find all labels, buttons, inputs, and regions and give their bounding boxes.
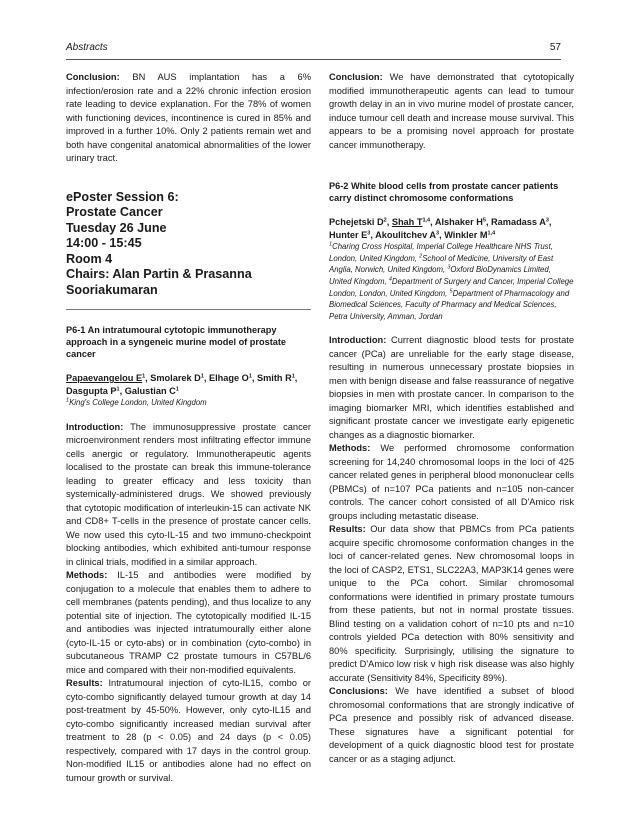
presenting-author: Papaevangelou E xyxy=(66,373,143,383)
results-paragraph xyxy=(329,523,574,685)
conclusion-text: BN AUS implantation has a 6% infection/erosion rate and a 22% chronic infection erosion rate leading to device explanation. For the 78% of women with functioning devices, incontinence is cured in 85% and improved in a further 10%. Only 2 patients remain wet and both have congenital anatomical abnormalities of the lower urinary tract. xyxy=(66,72,311,163)
author: , Winkler M xyxy=(439,229,488,240)
right-column xyxy=(329,71,574,766)
session-line: Prostate Cancer xyxy=(66,205,163,219)
introduction-paragraph xyxy=(66,421,311,570)
author-sup: 1 xyxy=(116,386,120,393)
affiliation-text: Oxford BioDynamics Limited, United Kingdom, xyxy=(329,265,551,286)
conclusion-paragraph xyxy=(329,71,574,152)
results-paragraph xyxy=(66,677,311,785)
session-line: ePoster Session 6: xyxy=(66,189,179,204)
affiliation-sup: 1 xyxy=(329,241,333,248)
abstract-title: P6-2 White blood cells from prostate cancer patients carry distinct chromosome conformations xyxy=(329,181,559,203)
author-sup: 3 xyxy=(436,230,440,237)
author: , Hunter E xyxy=(329,217,552,240)
conclusions-label: Conclusions: xyxy=(329,686,388,697)
author: , Elhage O xyxy=(203,373,249,383)
affiliation-sup: 3 xyxy=(447,264,451,271)
left-column xyxy=(66,71,311,785)
introduction-text: The immunosuppressive prostate cancer microenvironment renders most infiltrating effector immune cells anergic or regulatory. Immunotherapeutic agents localised to the prostate can break this immune-tolerance leading to greater efficacy and less toxicity than systemically-administered drugs. We showed previously that cytotopic modification of interleukin-15 can activate NK and CD8+ T-cells in the presence of prostate cancer cells. We now used this cyto-IL-15 and two immuno-checkpoint blocking antibodies, which exhibited anti-tumour response in clinical trials, modified in a similar approach. xyxy=(66,421,311,567)
author-sup: 1 xyxy=(142,373,146,380)
introduction-label: Introduction: xyxy=(66,421,124,432)
abstract-title: P6-1 An intratumoural cytotopic immunotherapy approach in a syngeneic murine model of prostate cancer xyxy=(66,325,287,359)
presenting-author: Shah T xyxy=(391,217,423,227)
methods-text: We performed chromosome conformation screening for 14,240 chromosomal loops in the loci of 425 cancer related genes in peripheral blood mononuclear cells (PBMCs) of n=107 PCa patients and n=105 non-cancer controls. The cancer cohort consisted of all D'Amico risk groups including metastatic disease. xyxy=(329,443,574,521)
methods-text: IL-15 and antibodies were modified by conjugation to a molecule that enables them to adhere to cell membranes (patents pending), and thus localize to any potential site of injection. The cytotopically modified IL-15 and antibodies was injected intratumourally either alone (cyto-IL-15 or cyto-abs) or in combination (cyto-combo) in subcutaneous TRAMP C2 prostate tumours in C57BL/6 mice and compared with their non-modified equivalents. xyxy=(66,570,311,675)
methods-label: Methods: xyxy=(66,570,108,581)
author-sup: 1 xyxy=(200,373,204,380)
author-sup: 1 xyxy=(248,373,252,380)
affiliation-sup: 2 xyxy=(419,253,423,260)
header-rule xyxy=(66,59,561,60)
section-rule xyxy=(66,309,311,310)
session-line: 14:00 - 15:45 xyxy=(66,236,142,250)
conclusion-paragraph xyxy=(66,71,311,166)
session-line: Tuesday 26 June xyxy=(66,220,167,235)
affiliation-text: School of Medicine, University of East Anglia, Norwich, United Kingdom, xyxy=(329,253,554,275)
results-label: Results: xyxy=(66,678,103,689)
introduction-paragraph xyxy=(329,334,574,442)
affiliation-text: Department of Pharmacology and Biomedical Sciences, Faculty of Pharmacy and Medical Sciences, Petra University, Amman, Jordan xyxy=(329,288,570,321)
conclusions-text: We have identified a subset of blood chromosomal conformations that are strongly indicative of PCa presence and possibly risk of advanced disease. These signatures have a significant potential for development of a quick diagnostic blood test for prostate cancer or as a staging adjunct. xyxy=(329,686,574,764)
journal-name: Abstracts xyxy=(66,42,108,53)
conclusions-paragraph xyxy=(329,685,574,766)
affiliation-sup: 1 xyxy=(66,397,70,404)
affiliation-text: King's College London, United Kingdom xyxy=(69,398,207,408)
author-sup: 3 xyxy=(367,230,371,237)
results-text: Intratumoural injection of cyto-IL15, combo or cyto-combo significantly delayed tumour growth at day 14 post-treatment by 45-50%. However, only cyto-IL15 and cyto-combo significantly increased median survival after treatment to 28 (p < 0.05) and 24 days (p < 0.05) respectively, compared with 17 days in the control group. Non-modified IL15 or antibodies alone had no effect on tumour growth or survival. xyxy=(66,678,311,783)
author: , Ramadass A xyxy=(485,217,546,227)
conclusion-label: Conclusion: xyxy=(66,72,120,82)
results-text: Our data show that PBMCs from PCa patients acquire specific chromosome conformation changes in the loci of cancer-related genes. New chromosomal loops in the loci of CASP2, ETS1, SLC22A3, MAP3K14 genes were unique to the PCa cohort. Similar chromosomal conformations were identified in primary prostate tumours from these patients, but not in normal prostate tissues. Blind testing on a validation cohort of n=10 pts and n=10 controls yielded PCa detection with 80% sensitivity and 80% specificity. Surprisingly, utilising the signature to predict D'Amico low risk v high risk disease was also highly accurate (Sensitivity 84%, Specificity 89%). xyxy=(329,524,574,683)
author: , Dasgupta P xyxy=(66,373,298,396)
author: , Smith R xyxy=(251,373,292,383)
running-head xyxy=(66,42,561,56)
author-sup: 3 xyxy=(545,217,549,224)
author-sup: 2 xyxy=(383,217,387,224)
affiliation-text: Charing Cross Hospital, Imperial College Healthcare NHS Trust, London, United Kingdom, xyxy=(329,242,553,263)
session-heading xyxy=(66,190,311,299)
author: , Galustian C xyxy=(119,385,176,396)
methods-paragraph xyxy=(329,442,574,523)
author-sup: 5 xyxy=(482,217,486,224)
author-sup: 1,4 xyxy=(422,217,431,224)
affiliation xyxy=(66,397,311,409)
results-label: Results: xyxy=(329,524,366,535)
author-sup: 1,4 xyxy=(487,230,496,237)
affiliation-sup: 4 xyxy=(388,276,392,283)
affiliation-sup: 5 xyxy=(449,288,453,295)
author-list xyxy=(66,372,311,397)
methods-label: Methods: xyxy=(329,443,371,454)
author-sup: 1 xyxy=(175,386,179,393)
author: , Alshaker H xyxy=(430,217,483,227)
introduction-text: Current diagnostic blood tests for prostate cancer (PCa) are unreliable for the early stage disease, resulting in numerous unnecessary prostate biopsies in men with benign disease and false reassurance of negative biopsies in men with prostate cancer. In comparison to the imaging biomarker MRI, which identifies established and significant prostate cancer we investigate early epigenetic changes as a diagnostic biomarker. xyxy=(329,335,574,440)
affiliation-text: Department of Surgery and Cancer, Imperial College London, London, United Kingdom, xyxy=(329,276,574,298)
introduction-label: Introduction: xyxy=(329,335,387,346)
author: , Smolarek D xyxy=(145,373,201,383)
page-number: 57 xyxy=(549,42,561,53)
conclusion-text: We have demonstrated that cytotopically modified immunotherapeutic agents can lead to tumour growth delay in an in vivo murine model of prostate cancer, induce tumour cell death and increase mouse survival. This appears to be a promising novel approach for prostate cancer immunotherapy. xyxy=(329,72,574,150)
author: , Akoulitchev A xyxy=(370,229,437,240)
session-line: Chairs: Alan Partin & Prasanna xyxy=(66,267,252,281)
author: Pchejetski D xyxy=(329,217,384,227)
session-line: Sooriakumaran xyxy=(66,282,158,297)
affiliation xyxy=(329,241,574,322)
author-list: Pchejetski $D^2$, Shah T$^{1,4}$, Alshaker $H^5$, Ramadass $A^3$, Hunter $E^3$, Akoulitchev $A^3$, Winkler M$^{1,4}$ xyxy=(329,217,552,240)
methods-paragraph xyxy=(66,569,311,677)
author-sup: 1 xyxy=(291,373,295,380)
conclusion-label: Conclusion: xyxy=(329,72,383,82)
session-line: Room 4 xyxy=(66,251,113,266)
